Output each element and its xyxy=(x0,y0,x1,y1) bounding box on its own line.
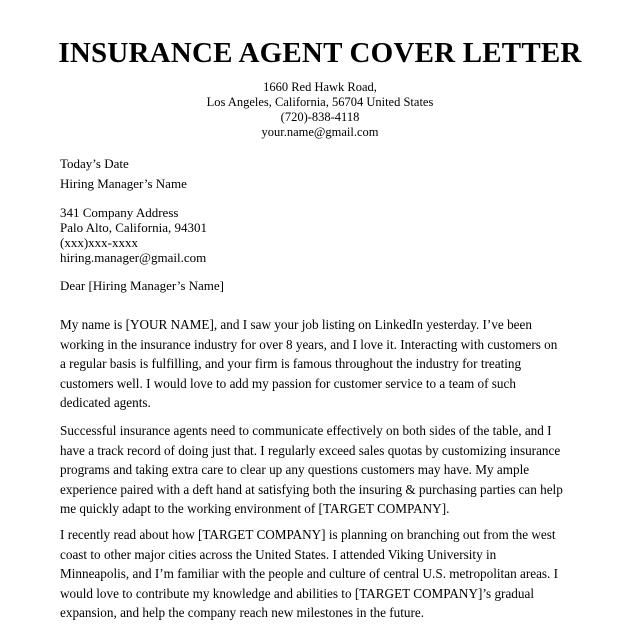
sender-phone: (720)-838-4118 xyxy=(280,110,360,124)
salutation: Dear [Hiring Manager’s Name] xyxy=(60,278,224,293)
recipient-email: hiring.manager@gmail.com xyxy=(60,250,207,265)
sender-address-line-1: 1660 Red Hawk Road, xyxy=(263,80,377,94)
date-block xyxy=(60,156,590,171)
paragraph-line: would love to contribute my knowledge and abilities to [TARGET COMPANY]’s gradual xyxy=(60,585,534,601)
paragraph-line: expansion, and help the company reach new milestones in the future. xyxy=(60,605,425,620)
paragraph-line: working in the insurance industry for over 8 years, and I love it. Interacting with customers on xyxy=(60,336,558,352)
recipient-address-line-1: 341 Company Address xyxy=(60,205,179,220)
recipient-name-block xyxy=(60,176,590,191)
recipient-name: Hiring Manager’s Name xyxy=(60,176,187,191)
recipient-address-line-2: Palo Alto, California, 94301 xyxy=(60,220,207,235)
paragraph-line: My name is [YOUR NAME], and I saw your job listing on LinkedIn yesterday. I’ve been xyxy=(60,317,532,332)
letter-date: Today’s Date xyxy=(60,156,129,171)
paragraph-line: experience paired with a deft hand at satisfying both the insuring & purchasing parties can help xyxy=(60,481,563,497)
document-title: INSURANCE AGENT COVER LETTER xyxy=(58,37,582,69)
paragraph-line: me quickly adapt to the working environment of [TARGET COMPANY]. xyxy=(60,501,450,516)
body-paragraph-2 xyxy=(60,421,590,519)
paragraph-line: Successful insurance agents need to communicate effectively on both sides of the table, and I xyxy=(60,423,552,438)
paragraph-line: programs and taking extra care to clear up any questions customers may have. My ample xyxy=(60,462,530,477)
sender-address-line-2: Los Angeles, California, 56704 United States xyxy=(206,95,434,109)
sender-email: your.name@gmail.com xyxy=(261,125,379,139)
paragraph-line: a regular basis is fulfilling, and your firm is famous throughout the industry for treating xyxy=(60,356,522,371)
body-paragraph-3 xyxy=(60,525,590,623)
paragraph-line: Minneapolis, and I’m familiar with the people and culture of central U.S. metropolitan areas. I xyxy=(60,566,559,581)
sender-contact-block xyxy=(0,80,640,140)
salutation-block xyxy=(60,278,590,293)
recipient-address-block xyxy=(60,205,590,265)
paragraph-line: dedicated agents. xyxy=(60,395,151,410)
body-paragraph-1 xyxy=(60,315,590,413)
recipient-phone: (xxx)xxx-xxxx xyxy=(60,235,138,250)
paragraph-line: customers well. I would love to add my passion for customer service to a team of such xyxy=(60,375,516,391)
paragraph-line: have a track record of doing just that. I regularly exceed sales quotas by customizing insurance xyxy=(60,442,561,458)
paragraph-line: I recently read about how [TARGET COMPANY] is planning on branching out from the west xyxy=(60,527,556,542)
paragraph-line: coast to other major cities across the United States. I attended Viking University in xyxy=(60,546,497,562)
